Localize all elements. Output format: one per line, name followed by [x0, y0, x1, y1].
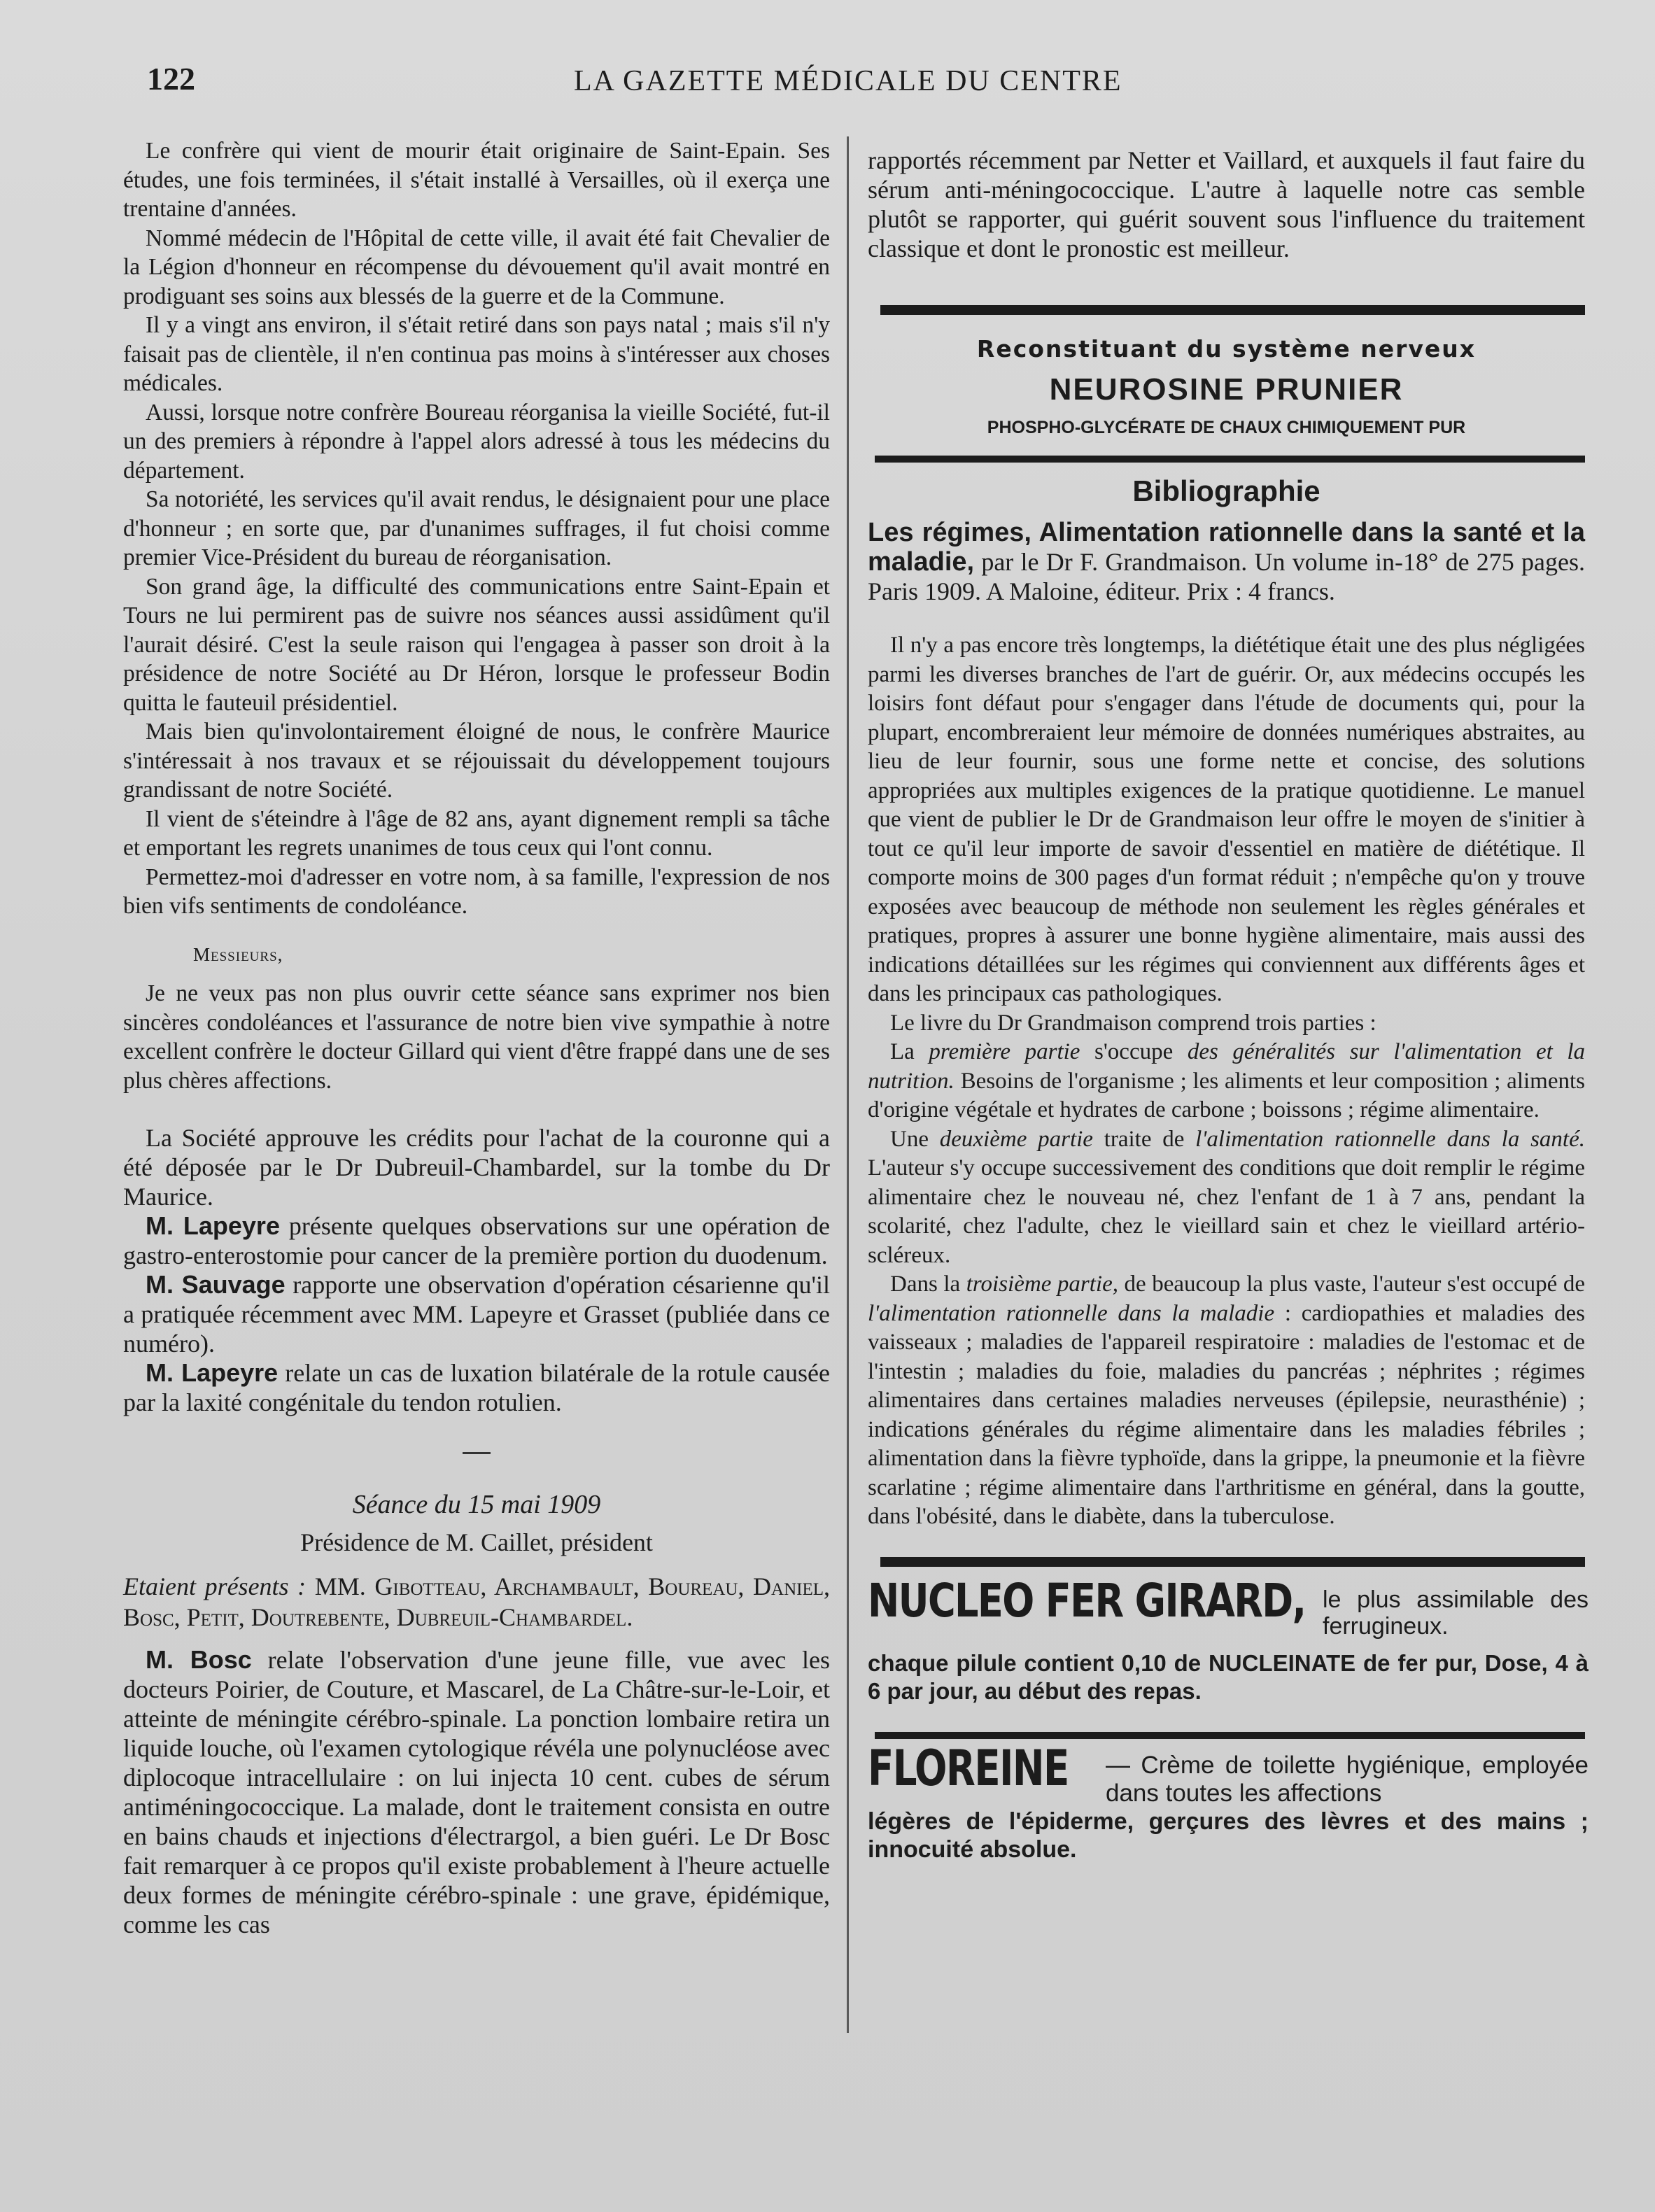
speaker-name: M. Sauvage	[146, 1270, 286, 1299]
continuation-paragraph: rapportés récemment par Netter et Vaillard, et auxquels il faut faire du sérum anti-méningococcique. L'autre à laquelle notre cas semble plutôt se rapporter, qui guérit souvent sous l'influence du traitement classique et dont le pronostic est meilleur.	[868, 146, 1585, 262]
obituary-paragraph: Il y a vingt ans environ, il s'était retiré dans son pays natal ; mais s'il n'y faisait pas de clientèle, il n'en continua pas moins à s'intéresser aux choses médicales.	[123, 312, 830, 396]
obituary-paragraph: Son grand âge, la difficulté des communications entre Saint-Epain et Tours ne lui permirent pas de suivre nos séances aussi assidûment qu'il l'aurait désiré. C'est la seule raison qui l'engagea à passer son droit à la présidence de notre Société au Dr Héron, lorsque le professeur Bodin quitta le fauteuil présidentiel.	[123, 573, 830, 716]
ad-rule	[875, 456, 1585, 463]
neurosine-name: NEUROSINE PRUNIER	[1049, 372, 1404, 407]
section-divider	[463, 1452, 491, 1454]
emphasis: l'alimentation rationnelle dans la santé.	[1195, 1126, 1586, 1152]
nucleo-name: NUCLEO FER GIRARD,	[868, 1573, 1306, 1628]
nucleo-details: chaque pilule contient 0,10 de NUCLEINATE de fer pur, Dose, 4 à 6 par jour, au début des repas.	[868, 1649, 1589, 1704]
obituary-paragraph: Sa notoriété, les services qu'il avait rendus, le désignaient pour une place d'honneur ; en sorte que, par d'unanimes suffrages, il fut choisi comme premier Vice-Président du bureau de réorganisation.	[123, 486, 830, 570]
presidence-line: Présidence de M. Caillet, président	[300, 1528, 653, 1556]
bibliographie-heading: Bibliographie	[1132, 474, 1321, 507]
minutes-lapeyre-rotule	[123, 1358, 830, 1417]
review-part-1	[868, 1038, 1585, 1125]
review-paragraph: Il n'y a pas encore très longtemps, la diététique était une des plus négligées parmi les diverses branches de l'art de guérir. Or, aux médecins occupés les loisirs font défaut pour s'engager dans l'étude de documents qui, pour la plupart, encombreraient leur mémoire de données numériques abstraites, au lieu de leur fournir, sous une forme nette et concise, des solutions appropriées aux multiples exigences de la pratique quotidienne. Le manuel que vient de publier le Dr de Grandmaison leur offre le moyen de s'initier à tout ce qu'il leur importe de savoir d'essentiel en matière de diététique. Il comporte moins de 300 pages d'un format réduit ; n'empêche qu'on y trouve exposées avec beaucoup de méthode non seulement les règles générales et pratiques, propres à assurer une bonne hygiène alimentaire, mais aussi des indications détaillées sur les régimes qui conviennent aux différents âges et dans les principaux cas pathologiques.	[868, 633, 1585, 1006]
review-part-2	[868, 1125, 1585, 1271]
bosc-paragraph	[123, 1645, 830, 1939]
attendees-label: Etaient présents :	[123, 1572, 307, 1600]
minutes	[123, 1123, 830, 1417]
speaker-name: M. Bosc	[146, 1645, 252, 1674]
obituary	[123, 136, 830, 921]
floreine-name: FLOREINE	[868, 1739, 1069, 1797]
obituary-paragraph: Aussi, lorsque notre confrère Boureau réorganisa la vieille Société, fut-il un des premiers à répondre à l'appel alors adressé à tous les médecins du département.	[123, 399, 830, 484]
condolence-paragraph: Je ne veux pas non plus ouvrir cette séance sans exprimer nos bien sincères condoléances et l'assurance de notre bien vive sympathie à notre excellent confrère le docteur Gillard qui vient d'être frappé dans une de ses plus chères affections.	[123, 980, 830, 1094]
minutes-text: relate un cas de luxation bilatérale de la rotule causée par la laxité congénitale du tendon rotulien.	[123, 1359, 830, 1416]
speaker-name: M. Lapeyre	[146, 1358, 279, 1387]
page-header	[0, 56, 1655, 105]
bibliographie-section	[868, 474, 1586, 1532]
floreine-ad	[868, 1739, 1589, 1885]
minutes-sauvage	[123, 1270, 830, 1358]
floreine-description-2: légères de l'épiderme, gerçures des lèvres et des mains ; innocuité absolue.	[868, 1808, 1589, 1863]
right-column	[868, 146, 1589, 1885]
nucleo-tagline: le plus assimilable des ferrugineux.	[1323, 1586, 1589, 1640]
text-run: L'auteur s'y occupe successivement des conditions que doit remplir le régime alimentaire chez le nouveau né, chez l'enfant de 1 à 7 ans, pendant la scolarité, chez l'adulte, chez le vieillard sain et chez le vieillard artério-scléreux.	[868, 1155, 1585, 1268]
emphasis: deuxième partie	[939, 1126, 1093, 1152]
text-run: Dans la	[890, 1271, 966, 1297]
bosc-report	[123, 1645, 830, 1939]
floreine-description: — Crème de toilette hygiénique, employée dans toutes les affections	[1106, 1751, 1589, 1807]
emphasis: première partie	[929, 1039, 1080, 1064]
text-run: La	[890, 1039, 929, 1064]
page-number: 122	[147, 61, 195, 97]
attendees	[123, 1571, 830, 1633]
obituary-paragraph: Permettez-moi d'adresser en votre nom, à sa famille, l'expression de nos bien vifs sentiments de condoléance.	[123, 864, 830, 919]
minutes-text: présente quelques observations sur une opération de gastro-enterostomie pour cancer de la première portion du duodenum.	[123, 1212, 830, 1269]
book-title: Les régimes, Alimentation rationnelle dans la santé et la maladie,	[868, 518, 1585, 577]
column-divider	[847, 136, 849, 2033]
neurosine-ad	[868, 334, 1585, 443]
ad-rule	[880, 305, 1585, 315]
attendees-names: MM. Gibotteau, Archambault, Boureau, Daniel, Bosc, Petit, Doutrebente, Dubreuil-Chambardel.	[123, 1572, 831, 1631]
emphasis: l'alimentation rationnelle dans la maladie	[868, 1300, 1275, 1326]
emphasis: des généralités sur l'alimentation et la nutrition.	[868, 1039, 1585, 1094]
ad-rule	[875, 1732, 1585, 1739]
nucleo-ad	[868, 1573, 1589, 1719]
running-title: LA GAZETTE MÉDICALE DU CENTRE	[574, 65, 1122, 97]
neurosine-tagline: Reconstituant du système nerveux	[976, 335, 1477, 362]
obituary-paragraph: Mais bien qu'involontairement éloigné de nous, le confrère Maurice s'intéressait à nos travaux et se réjouissait du développement toujours grandissant de notre Société.	[123, 719, 830, 803]
text-run: : cardiopathies et maladies des vaisseaux ; maladies de l'appareil respiratoire : maladies de l'estomac et de l'intestin ; maladies du foie, maladies du pancréas ; néphrites ; régimes alimentaires dans certaines maladies nerveuses (épilepsie, neurasthénie) ; indications générales du régime alimentaire dans les maladies fébriles ; alimentation dans la fièvre typhoïde, dans la grippe, la pneumonie et la fièvre scarlatine ; régime alimentaire dans l'arthritisme en général, dans la goutte, dans l'obésité, dans le diabète, dans la tuberculose.	[868, 1300, 1586, 1529]
left-column	[123, 136, 830, 1939]
minutes-credits: La Société approuve les crédits pour l'achat de la couronne qui a été déposée par le Dr Dubreuil-Chambardel, sur la tombe du Dr Maurice.	[123, 1124, 830, 1211]
minutes-text: rapporte une observation d'opération césarienne qu'il a pratiquée récemment avec MM. Lapeyre et Grasset (publiée dans ce numéro).	[123, 1271, 830, 1358]
book-details: par le Dr F. Grandmaison. Un volume in-18° de 275 pages. Paris 1909. A Maloine, éditeur. Prix : 4 francs.	[868, 548, 1585, 605]
obituary-paragraph: Nommé médecin de l'Hôpital de cette ville, il avait été fait Chevalier de la Légion d'honneur en récompense du dévouement qu'il avait montré en prodiguant ses soins aux blessés de la guerre et de la Commune.	[123, 225, 830, 309]
minutes-lapeyre-gastro	[123, 1211, 830, 1270]
continuation	[868, 146, 1585, 263]
emphasis: troisième partie,	[966, 1271, 1118, 1297]
book-reference	[868, 518, 1585, 606]
speaker-name: M. Lapeyre	[146, 1211, 280, 1240]
obituary-paragraph: Le confrère qui vient de mourir était originaire de Saint-Epain. Ses études, une fois terminées, il s'était installé à Versailles, où il exerça une trentaine d'années.	[123, 138, 830, 222]
ad-rule	[880, 1557, 1585, 1567]
text-run: traite de	[1092, 1126, 1196, 1152]
text-run: de beaucoup la plus vaste, l'auteur s'est occupé de	[1118, 1271, 1585, 1297]
bosc-text: relate l'observation d'une jeune fille, vue avec les docteurs Poirier, de Couture, et Mascarel, de La Châtre-sur-le-Loir, et atteinte de méningite cérébro-spinale. La ponction lombaire retira un liquide louche, où l'examen cytologique révéla une polynucléose avec diplocoque intracellulaire : on lui injecta 10 cent. cubes de sérum antiméningococcique. La malade, dont le traitement consista en outre en bains chauds et injections d'électrargol, a bien guéri. Le Dr Bosc fait remarquer à ce propos qu'il existe probablement à l'heure actuelle deux formes de méningite cérébro-spinale : une grave, épidémique, comme les cas	[123, 1646, 830, 1938]
seance-title: Séance du 15 mai 1909	[352, 1490, 601, 1519]
text-run: s'occupe	[1080, 1039, 1188, 1064]
text-run: Une	[890, 1126, 940, 1152]
review-paragraph: Le livre du Dr Grandmaison comprend trois parties :	[890, 1010, 1376, 1036]
salutation: Messieurs,	[193, 943, 283, 965]
neurosine-subtitle: PHOSPHO-GLYCÉRATE DE CHAUX CHIMIQUEMENT PUR	[987, 418, 1466, 437]
review-part-3	[868, 1270, 1585, 1532]
text-run: Besoins de l'organisme ; les aliments et leur composition ; aliments d'origine végétale et hydrates de carbone ; boissons ; régime alimentaire.	[868, 1068, 1585, 1122]
obituary-paragraph: Il vient de s'éteindre à l'âge de 82 ans, ayant dignement rempli sa tâche et emportant les regrets unanimes de tous ceux qui l'ont connu.	[123, 805, 830, 861]
